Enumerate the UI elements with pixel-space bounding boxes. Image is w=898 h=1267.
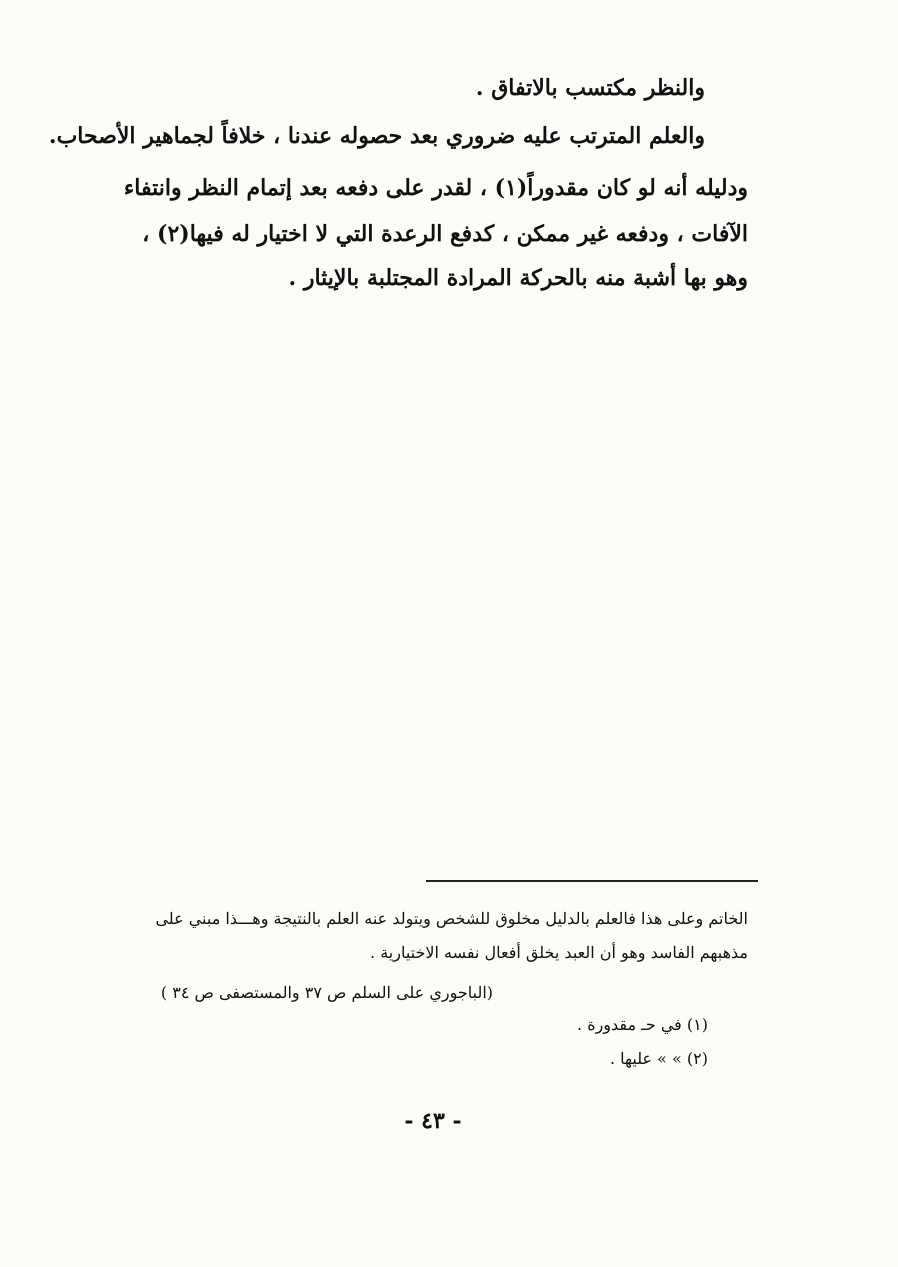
footnote-separator: [426, 880, 758, 882]
body-line-3: ودليله أنه لو كان مقدوراً(١) ، لقدر على دفعه بعد إتمام النظر وانتفاء: [123, 175, 748, 201]
footnote-line-2: مذهبهم الفاسد وهو أن العبد يخلق أفعال نفسه الاختيارية .: [370, 943, 748, 962]
footnote-2: (٢) » » عليها .: [609, 1049, 708, 1068]
body-line-1: والنظر مكتسب بالاتفاق .: [475, 75, 705, 101]
footnote-line-1: الخاتم وعلى هذا فالعلم بالدليل مخلوق للشخص ويتولد عنه العلم بالنتيجة وهـــذا مبني على: [155, 909, 748, 928]
footnote-1: (١) في حـ مقدورة .: [577, 1015, 708, 1034]
footnote-citation: (الباجوري على السلم ص ٣٧ والمستصفى ص ٣٤ ): [160, 983, 493, 1002]
body-line-2: والعلم المترتب عليه ضروري بعد حصوله عندنا ، خلافاً لجماهير الأصحاب.: [48, 123, 705, 149]
body-line-4: الآفات ، ودفعه غير ممكن ، كدفع الرعدة التي لا اختيار له فيها(٢) ،: [142, 221, 748, 247]
body-line-5: وهو بها أشبة منه بالحركة المرادة المجتلبة بالإيثار .: [288, 265, 748, 291]
page-number: - ٤٣ -: [404, 1108, 462, 1134]
